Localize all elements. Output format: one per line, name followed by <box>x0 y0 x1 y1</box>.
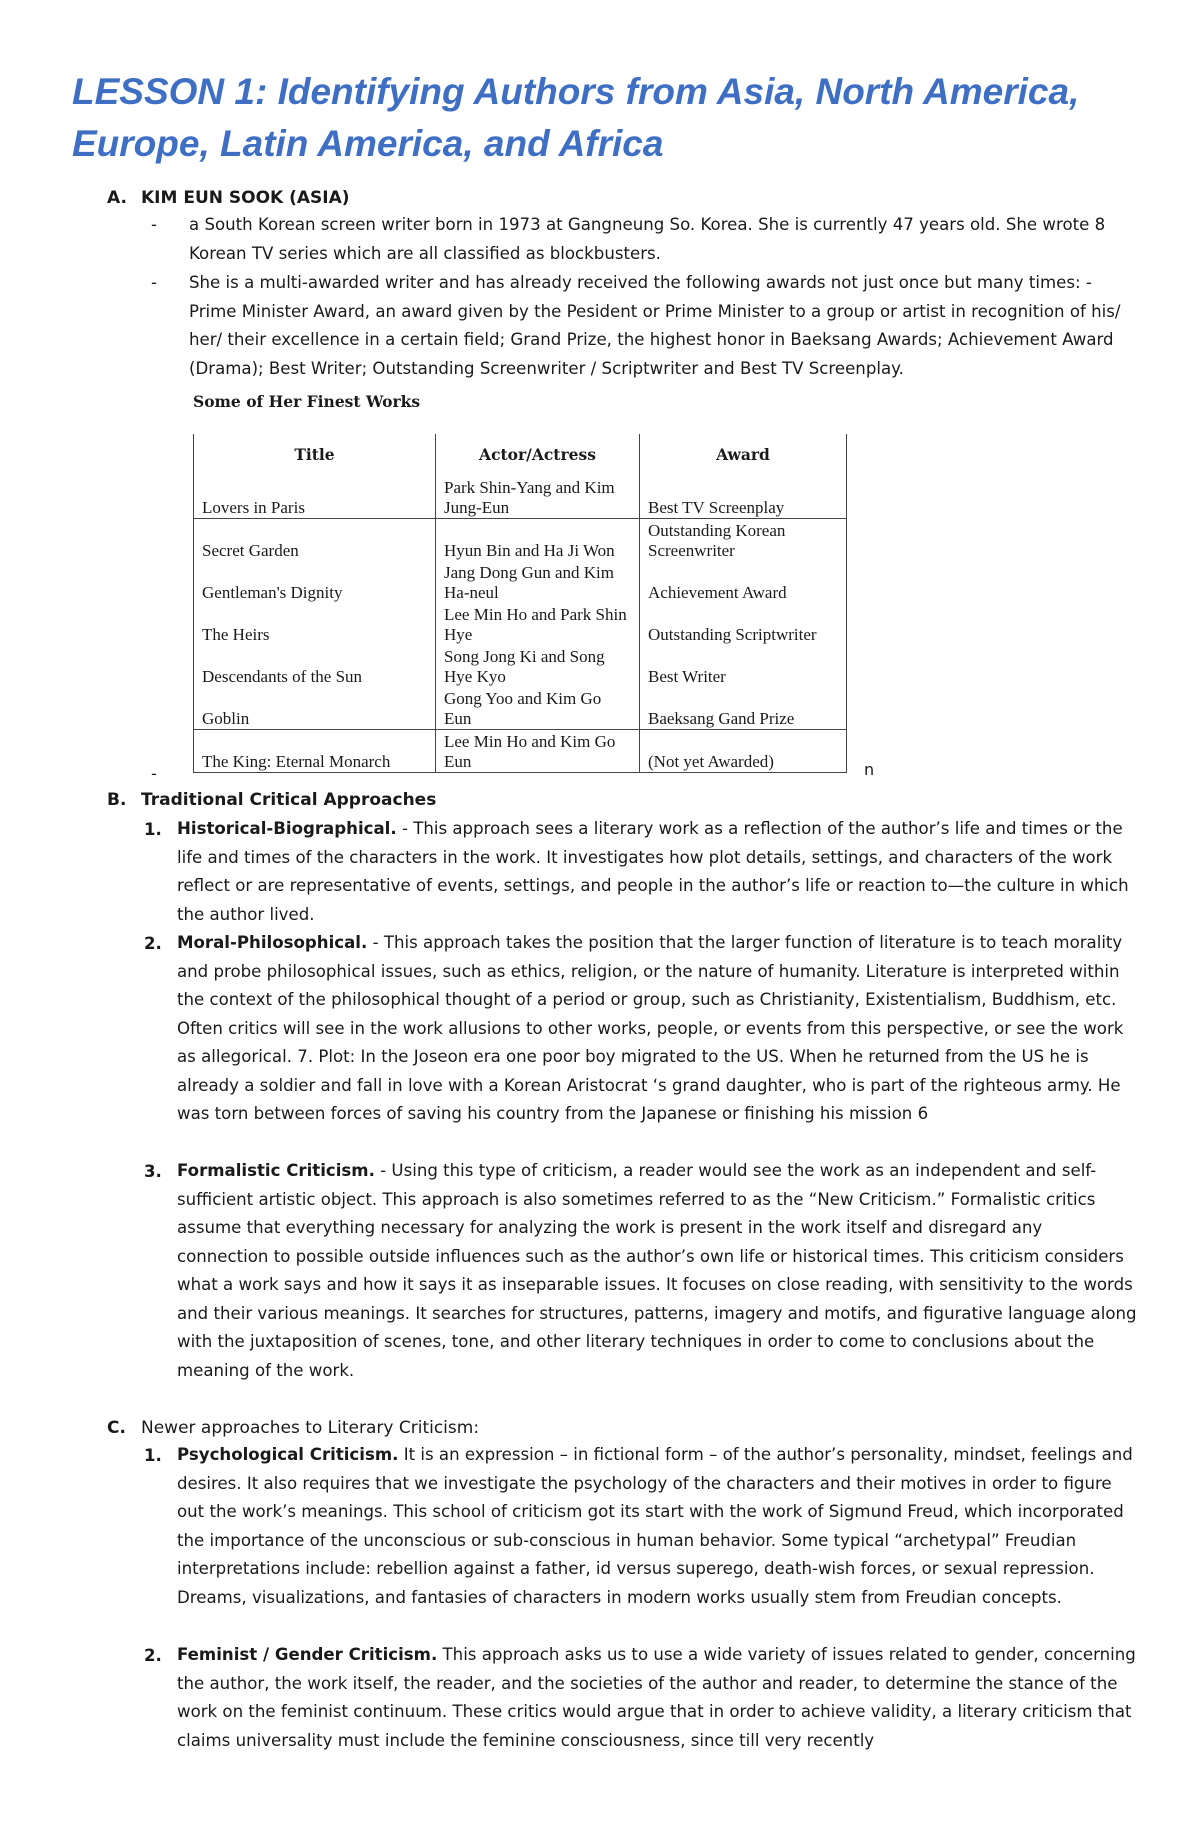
table-cell-title: Secret Garden <box>194 519 436 562</box>
approach-term: Psychological Criticism. <box>177 1445 399 1464</box>
section-c-letter: C. <box>107 1418 126 1438</box>
section-b-letter: B. <box>107 790 127 810</box>
table-cell-actor: Lee Min Ho and Kim Go Eun <box>436 730 640 773</box>
bullet-dash: - <box>151 764 157 783</box>
item-number: 3. <box>144 1162 162 1181</box>
section-a-bullet-2: She is a multi-awarded writer and has already received the following awards not just once but many times: - Prime Minister Award, an award given by the Pesident or Prime Minister to a group or artist in recognition of his/ her/ their excellence in a certain field; Grand Prize, the highest honor in Baeksang Awards; Achievement Award (Drama); Best Writer; Outstanding Screenwriter / Scriptwriter and Best TV Screenplay. <box>189 273 1121 378</box>
table-row <box>194 603 847 645</box>
table-row <box>194 645 847 687</box>
table-cell-award: Baeksang Gand Prize <box>640 687 847 730</box>
table-cell-title: Gentleman's Dignity <box>194 561 436 603</box>
section-a-letter: A. <box>107 188 127 208</box>
table-cell-title: Goblin <box>194 687 436 730</box>
approach-text: - Using this type of criticism, a reader would see the work as an independent and self-sufficient artistic object. This approach is also sometimes referred to as the “New Criticism.” Formalistic critics assume that everything necessary for analyzing the work is present in the work itself and disregard any connection to possible outside influences such as the author’s own life or historical times. This criticism considers what a work says and how it says it as inseparable issues. It focuses on close reading, with sensitivity to the words and their various meanings. It searches for structures, patterns, imagery and motifs, and figurative language along with the juxtaposition of scenes, tone, and other literary techniques in order to come to conclusions about the meaning of the work. <box>177 1161 1137 1380</box>
table-row <box>194 476 847 519</box>
table-cell-actor: Lee Min Ho and Park Shin Hye <box>436 603 640 645</box>
table-row <box>194 730 847 773</box>
section-b-heading <box>107 790 436 810</box>
section-a-bullet-1: a South Korean screen writer born in 1973 at Gangneung So. Korea. She is currently 47 years old. She wrote 8 Korean TV series which are all classified as blockbusters. <box>189 215 1106 263</box>
table-cell-title: Lovers in Paris <box>194 476 436 519</box>
table-cell-actor: Hyun Bin and Ha Ji Won <box>436 519 640 562</box>
table-header-title: Title <box>194 434 436 476</box>
approach-term: Feminist / Gender Criticism. <box>177 1645 438 1664</box>
table-cell-award: Outstanding Scriptwriter <box>640 603 847 645</box>
table-cell-title: The King: Eternal Monarch <box>194 730 436 773</box>
bullet-dash: - <box>151 215 157 234</box>
table-header-actor: Actor/Actress <box>436 434 640 476</box>
approach-psychological <box>177 1441 1137 1612</box>
approach-text: It is an expression – in fictional form – of the author’s personality, mindset, feelings and desires. It also requires that we investigate the psychology of the characters and their motives in order to figure out the work’s meanings. This school of criticism got its start with the work of Sigmund Freud, which incorporated the importance of the unconscious or sub-conscious in human behavior. Some typical “archetypal” Freudian interpretations include: rebellion against a father, id versus superego, death-wish forces, or sexual repression. Dreams, visualizations, and fantasies of characters in modern works usually stem from Freudian concepts. <box>177 1445 1133 1607</box>
table-cell-award: Outstanding Korean Screenwriter <box>640 519 847 562</box>
approach-term: Formalistic Criticism. <box>177 1161 375 1180</box>
table-cell-award: (Not yet Awarded) <box>640 730 847 773</box>
table-cell-actor: Gong Yoo and Kim Go Eun <box>436 687 640 730</box>
item-number: 1. <box>144 1446 162 1465</box>
section-b-title: Traditional Critical Approaches <box>141 790 437 810</box>
table-cell-actor: Song Jong Ki and Song Hye Kyo <box>436 645 640 687</box>
stray-character: n <box>864 760 875 779</box>
table-header-award: Award <box>640 434 847 476</box>
table-cell-actor: Park Shin-Yang and Kim Jung-Eun <box>436 476 640 519</box>
table-cell-title: The Heirs <box>194 603 436 645</box>
table-cell-title: Descendants of the Sun <box>194 645 436 687</box>
approach-term: Historical-Biographical. <box>177 819 397 838</box>
section-a-heading <box>107 188 350 208</box>
item-number: 2. <box>144 1646 162 1665</box>
finest-works-table <box>193 434 847 773</box>
bullet-dash: - <box>151 273 157 292</box>
approach-feminist <box>177 1641 1137 1755</box>
approach-text: - This approach sees a literary work as a reflection of the author’s life and times or the life and times of the characters in the work. It investigates how plot details, settings, and characters of the work reflect or are representative of events, settings, and people in the author’s life or reaction to—the culture in which the author lived. <box>177 819 1129 924</box>
table-cell-actor: Jang Dong Gun and Kim Ha-neul <box>436 561 640 603</box>
item-number: 1. <box>144 820 162 839</box>
table-row <box>194 561 847 603</box>
item-number: 2. <box>144 934 162 953</box>
section-c-title: Newer approaches to Literary Criticism: <box>141 1418 480 1438</box>
table-row <box>194 687 847 730</box>
table-cell-award: Achievement Award <box>640 561 847 603</box>
table-cell-award: Best TV Screenplay <box>640 476 847 519</box>
lesson-title: LESSON 1: Identifying Authors from Asia, North America, Europe, Latin America, and Africa <box>72 71 1080 164</box>
table-cell-award: Best Writer <box>640 645 847 687</box>
table-caption: Some of Her Finest Works <box>193 392 421 411</box>
approach-text: - This approach takes the position that the larger function of literature is to teach morality and probe philosophical issues, such as ethics, religion, or the nature of humanity. Literature is interpreted within the context of the philosophical thought of a period or group, such as Christianity, Existentialism, Buddhism, etc. Often critics will see in the work allusions to other works, people, or events from this perspective, or see the work as allegorical. 7. Plot: In the Joseon era one poor boy migrated to the US. When he returned from the US he is already a soldier and fall in love with a Korean Aristocrat ‘s grand daughter, who is part of the righteous army. He was torn between forces of saving his country from the Japanese or finishing his mission 6 <box>177 933 1124 1123</box>
approach-text: This approach asks us to use a wide variety of issues related to gender, concerning the author, the work itself, the reader, and the societies of the author and reader, to determine the stance of the work on the feminist continuum. These critics would argue that in order to achieve validity, a literary criticism that claims universality must include the feminine consciousness, since till very recently <box>177 1645 1136 1750</box>
section-c-heading <box>107 1418 479 1438</box>
approach-moral <box>177 929 1137 1129</box>
approach-historical <box>177 815 1137 929</box>
approach-formalistic <box>177 1157 1137 1385</box>
section-a-title: KIM EUN SOOK (ASIA) <box>141 188 350 208</box>
approach-term: Moral-Philosophical. <box>177 933 368 952</box>
table-row <box>194 519 847 562</box>
